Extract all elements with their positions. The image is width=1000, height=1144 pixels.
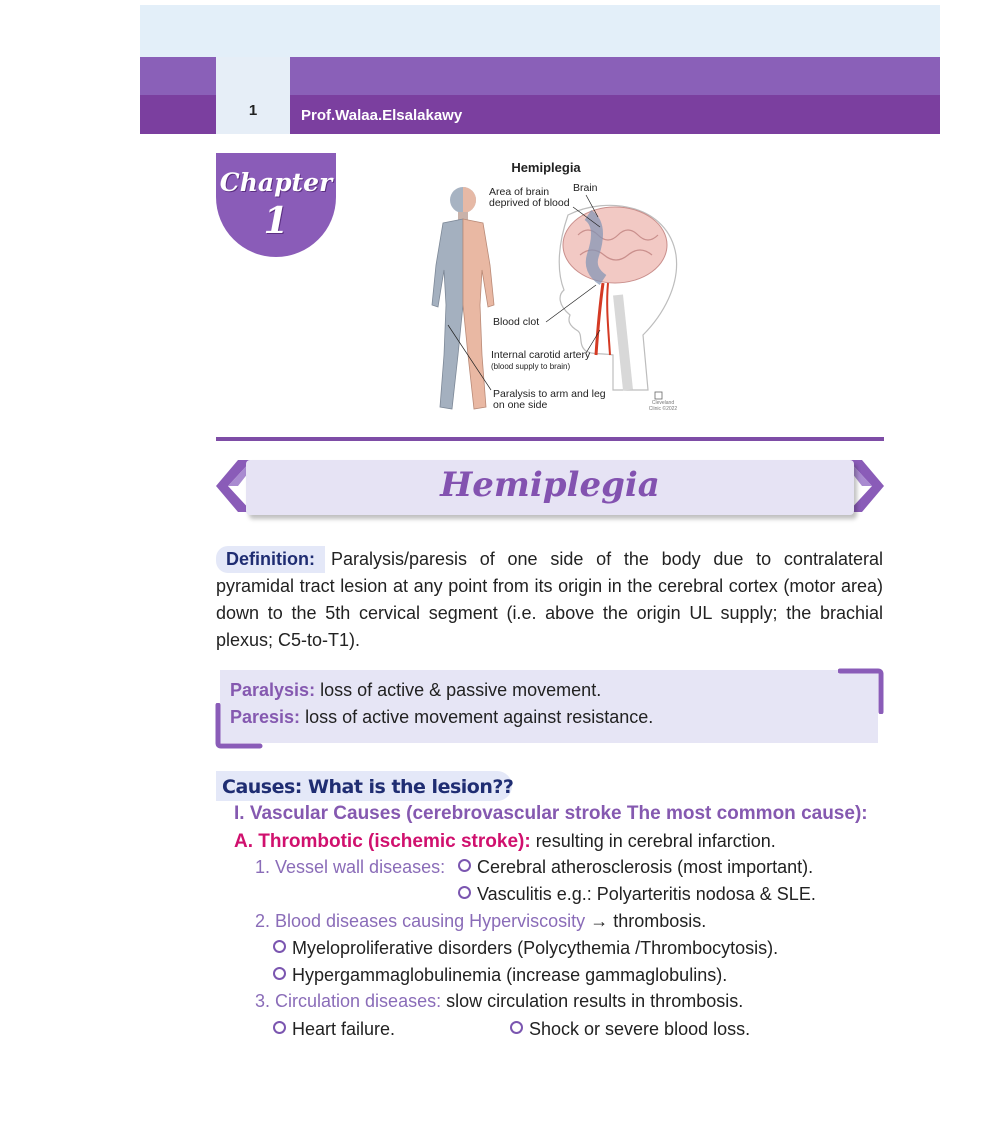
paresis-text: loss of active movement against resistance. (305, 707, 654, 727)
definition-paragraph (216, 546, 883, 654)
vessel-item-2 (458, 884, 816, 905)
vessel-item-2-text: Vasculitis e.g.: Polyarteritis nodosa & SLE. (477, 884, 816, 904)
bullet-icon (510, 1021, 523, 1034)
bullet-icon (273, 967, 286, 980)
vessel-item-1 (458, 857, 813, 878)
circulation-text: slow circulation results in thrombosis. (446, 991, 744, 1011)
thrombotic-label: A. Thrombotic (ischemic stroke): (234, 831, 531, 852)
figure-label-area: Area of brain deprived of blood (489, 186, 570, 209)
blood-item-1 (273, 938, 778, 959)
paralysis-text: loss of active & passive movement. (320, 680, 602, 700)
circulation-line (255, 991, 743, 1012)
thrombotic-line (234, 831, 776, 853)
circulation-item-2 (510, 1019, 750, 1040)
author-name: Prof.Walaa.Elsalakawy (301, 107, 463, 124)
note-corner-top-right-icon (838, 668, 884, 714)
definition-label: Definition: (216, 546, 325, 573)
blood-diseases-label: 2. Blood diseases causing Hyperviscosity (255, 911, 586, 931)
section-title: Hemiplegia (440, 465, 660, 505)
blood-item-1-text: Myeloproliferative disorders (Polycythemia /Thrombocytosis). (292, 938, 779, 958)
blood-item-2 (273, 965, 727, 986)
circulation-label: 3. Circulation diseases: (255, 991, 442, 1011)
head-profile (559, 205, 676, 390)
circulation-item-2-text: Shock or severe blood loss. (529, 1019, 751, 1039)
human-figure (432, 187, 494, 409)
figure-label-brain: Brain (573, 182, 598, 194)
note-paralysis (230, 680, 601, 701)
bullet-icon (273, 940, 286, 953)
chapter-word: Chapter (219, 168, 333, 197)
thrombotic-text: resulting in cerebral infarction. (535, 831, 776, 851)
section-divider (216, 437, 884, 441)
bullet-icon (273, 1021, 286, 1034)
paresis-label: Paresis: (230, 707, 301, 727)
chapter-number: 1 (263, 200, 289, 242)
bullet-icon (458, 859, 471, 872)
logo-icon (655, 392, 662, 399)
circulation-item-1 (273, 1019, 395, 1040)
bullet-icon (458, 886, 471, 899)
page-number-tab (216, 57, 290, 134)
blood-diseases-text: thrombosis. (613, 911, 707, 931)
figure-label-carotid-sub: (blood supply to brain) (491, 362, 571, 371)
arrow-icon: → (590, 911, 609, 931)
blood-diseases-line (255, 911, 706, 932)
note-paresis (230, 707, 653, 728)
figure-label-paralysis: Paralysis to arm and leg on one side (493, 388, 606, 411)
causes-heading: Causes: What is the lesion?? (222, 776, 514, 798)
paralysis-label: Paralysis: (230, 680, 316, 700)
vessel-wall-label: 1. Vessel wall diseases: (255, 857, 446, 877)
figure-logo-text: Cleveland Clinic ©2022 (648, 400, 678, 412)
figure-label-carotid: Internal carotid artery (491, 349, 591, 361)
circulation-item-1-text: Heart failure. (292, 1019, 396, 1039)
header-top-strip (140, 5, 940, 57)
definition-text: Paralysis/paresis of one side of the body due to contralateral pyramidal tract lesion at any point from its origin in the cerebral cortex (motor area) down to the 5th cervical segment (i.e. above the origin UL supply; the brachial plexus; C5-to-T1). (216, 549, 883, 650)
page-number: 1 (248, 102, 258, 119)
figure-label-clot: Blood clot (493, 316, 540, 328)
figure-title: Hemiplegia (511, 160, 581, 175)
vessel-item-1-text: Cerebral atherosclerosis (most important). (477, 857, 814, 877)
vascular-causes-heading: I. Vascular Causes (cerebrovascular stroke The most common cause): (234, 803, 868, 824)
blood-item-2-text: Hypergammaglobulinemia (increase gammaglobulins). (292, 965, 728, 985)
